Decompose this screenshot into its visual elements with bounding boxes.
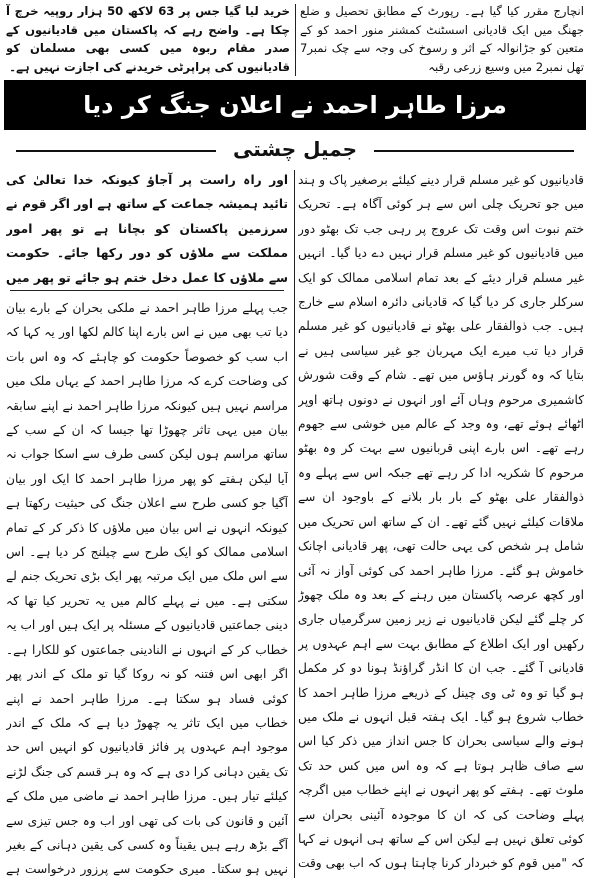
previous-article-right-text: انچارج مقرر کیا گیا ہے۔ رپورٹ کے مطابق تحصیل و ضلع جھنگ میں ایک قادیانی اسسٹنٹ کمشنر منور احمد کو کے متعین کو جڑانوالہ کے اثر و رسوخ کی وجہ سے چک نمبر7 تھل نمبر2 میں وسیع زرعی رقبہ bbox=[300, 4, 584, 74]
column-divider-main bbox=[294, 170, 295, 878]
byline-rule-left bbox=[16, 150, 216, 152]
byline bbox=[0, 134, 590, 164]
article-quote-block bbox=[6, 168, 288, 290]
article-right-column bbox=[298, 168, 584, 880]
article-quote-text: اور راہ راست پر آجاؤ کیونکہ خدا تعالیٰ کی تائید ہمیشہ جماعت کے ساتھ ہے اور اگر قوم نے سرزمین پاکستان کو بچانا ہے تو پھر امور مملکت سے ملاؤں کو دور رکھا جائے۔ حکومت سے ملاؤں کا عمل دخل ختم ہو جائے تو پھر میں bbox=[6, 173, 288, 285]
previous-article-left-text: خرید لیا گیا جس پر 63 لاکھ 50 ہزار روپیہ خرچ آ چکا ہے۔ واضح رہے کہ پاکستان میں قادیانیوں کے صدر مقام ربوہ میں کسی بھی مسلمان کو قادیانیوں کی پراپرٹی خریدنے کی اجازت نہیں ہے۔ bbox=[6, 4, 290, 74]
headline: مرزا طاہر احمد نے اعلان جنگ کر دیا bbox=[83, 91, 507, 119]
author-name: جمیل چشتی bbox=[219, 137, 371, 161]
quote-divider bbox=[10, 290, 284, 291]
article-left-text: جب پہلے مرزا طاہر احمد نے ملکی بحران کے بارے بیان دیا تب بھی میں نے اس بارے اپنا کالم لکھا اور یہ کہا کہ اب سب کو خصوصاً حکومت کو چاہئے کہ وہ اس بات کی وضاحت کرے کہ مرزا طاہر احمد کے یہاں ملک میں مراسم نہیں ہیں کیونکہ مرزا طاہر احمد نے اپنے سابقہ بیان میں یہی تاثر چھوڑا تھا جیسا کہ ان کے سب کے ساتھ مراسم ہوں لیکن کسی طرف سے اسکا جواب نہ آیا لیکن ہفتے کو پھر مرزا طاہر احمد کا ایک اور بیان آگیا جو کسی طرح سے اعلان جنگ کی حیثیت رکھتا ہے کیونکہ انہوں نے اس بیان میں ملاؤں کا ذکر کر کے تمام اسلامی ممالک کو ایک طرح سے چیلنج کر دیا ہے۔ اس سے اس ملک میں ایک مرتبہ پھر ایک بڑی تحریک جنم لے سکتی ہے۔ میں نے پہلے کالم میں یہ تحریر کیا تھا کہ دینی جماعتیں قادیانیوں کے مسئلہ پر ایک ہیں اور اب یہ خطاب کر کے انہوں نے النادینی جماعتوں کو للکارا ہے۔ اگر ابھی اس فتنہ کو نہ روکا گیا تو ملک کے اندر پھر کوئی فساد ہو سکتا ہے۔ مرزا طاہر احمد نے اپنے خطاب میں ایک تاثر یہ چھوڑ دیا ہے کہ ملک کے اندر موجود اہم عہدوں پر فائز قادیانیوں کو انہیں اس حد تک یقین دہانی کرا دی ہے کہ وہ ہر قسم کی جنگ لڑنے کیلئے تیار ہیں۔ مرزا طاہر احمد نے ماضی میں ملک کے آئین و قانون کی بات کی تھی اور اب وہ جس تیزی سے آگے بڑھ رہے ہیں یقیناً وہ کسی کی یقین دہانی کے بغیر نہیں ہو سکتا۔ میری حکومت سے پرزور درخواست ہے bbox=[6, 301, 288, 877]
headline-banner bbox=[4, 80, 586, 130]
column-divider-top bbox=[295, 4, 296, 76]
article-left-column bbox=[6, 296, 288, 880]
previous-article-left-column bbox=[6, 2, 290, 78]
previous-article-right-column bbox=[300, 2, 584, 78]
article-right-text: قادیانیوں کو غیر مسلم قرار دینے کیلئے برصغیر پاک و ہند میں جو تحریک چلی اس سے ہر کوئی آگاہ ہے۔ تحریک ختم نبوت اس وقت تک عروج پر رہی جب تک بھٹو دور میں قادیانیوں کو غیر مسلم قرار نہیں دے دیا گیا۔ انہیں غیر مسلم قرار دیئے کے بعد تمام اسلامی ممالک کو ایک سرکلر جاری کر دیا گیا کہ قادیانی دائرہ اسلام سے خارج ہیں۔ جب ذوالفقار علی بھٹو نے قادیانیوں کو غیر مسلم قرار دیا تب میرے ایک مہربان جو غیر سیاسی ہیں نے بتایا کہ وہ گورنر ہاؤس میں تھے۔ شام کے وقت شورش کاشمیری مرحوم وہاں آئے اور انہوں نے دونوں ہاتھ اوپر اٹھائے ہوئے تھے، وہ وجد کے عالم میں خوشی سے جھوم رہے تھے۔ اس بارے اپنی قربانیوں سے بہت کر وہ بھٹو مرحوم کا شکریہ ادا کر رہے تھے جبکہ اس سے پہلے وہ ذوالفقار علی بھٹو کے بار بار بلانے کے باوجود ان سے ملاقات کیلئے نہیں گئے تھے۔ ان کے ساتھ اس تحریک میں شامل ہر شخص کی یہی حالت تھی، پھر قادیانی اچانک خاموش ہو گئے۔ مرزا طاہر احمد کی کوئی آواز نہ آئی اور کچھ عرصہ پاکستان میں رہنے کے بعد وہ ملک چھوڑ کر چلے گئے لیکن قادیانیوں نے زیر زمین سرگرمیاں جاری رکھیں اور ایک اطلاع کے مطابق بہت سے اہم عہدوں پر قادیانی آ گئے۔ جب ان کا انڈر گراؤنڈ ہونا دو کر مکمل ہو گیا تو وہ ٹی وی چینل کے ذریعے مرزا طاہر احمد کا خطاب شروع ہو گیا۔ ایک ہفتہ قبل انہوں نے ملک میں ہونے والے سیاسی بحران کا جس انداز میں ذکر کیا اس سے صاف ظاہر ہوتا ہے کہ وہ اس میں کس حد تک ملوث تھے۔ ہفتے کو پھر انہوں نے اپنے خطاب میں اگرچہ پہلے وضاحت کی کہ ان کا موجودہ آئینی بحران سے کوئی تعلق نہیں ہے لیکن اس کے ساتھ ہی انہوں نے کہا کہ "میں قوم کو خبردار کرنا چاہتا ہوں کہ اب بھی وقت bbox=[298, 173, 584, 871]
byline-rule-right bbox=[374, 150, 574, 152]
